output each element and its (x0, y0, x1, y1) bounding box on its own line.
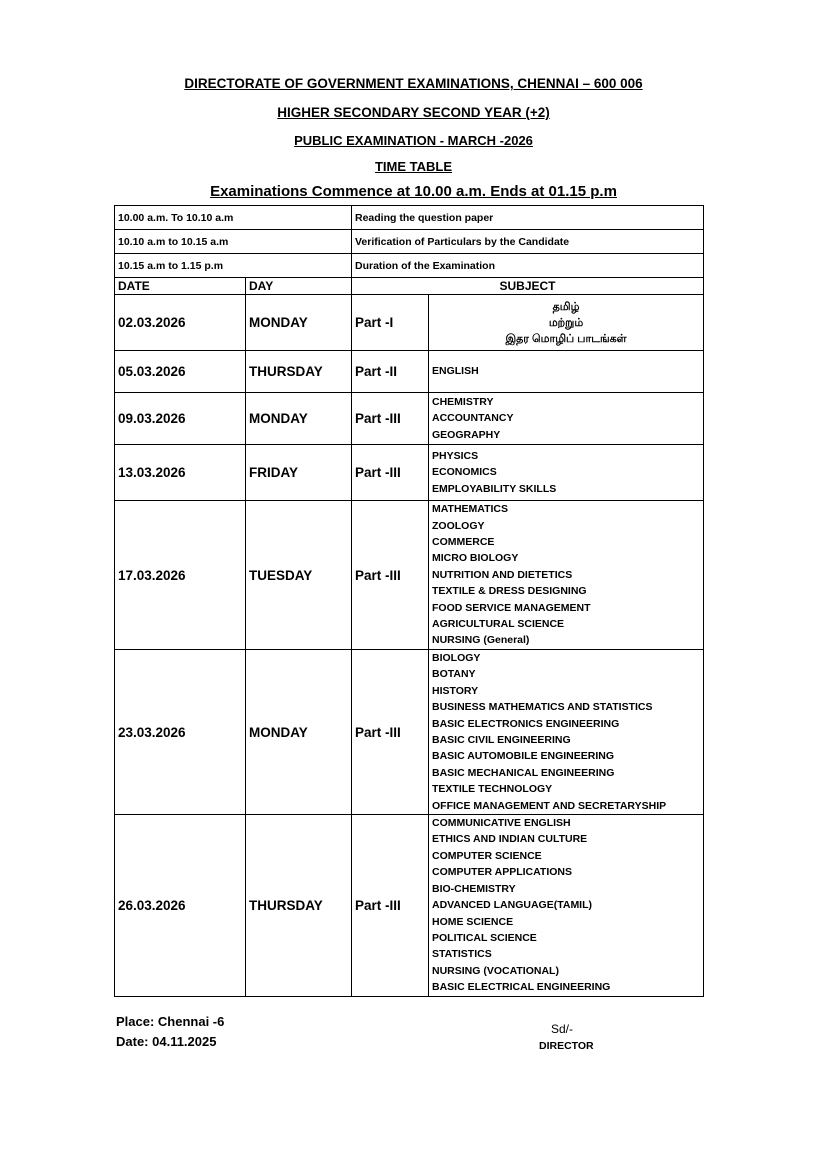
exam-subjects (429, 650, 704, 815)
schedule-row (115, 230, 704, 254)
exam-date: 09.03.2026 (115, 393, 246, 445)
exam-part: Part -III (352, 650, 429, 815)
subject-item: ENGLISH (432, 365, 479, 378)
exam-row (115, 815, 704, 996)
subject-item: ECONOMICS (432, 466, 497, 479)
subject-item: STATISTICS (432, 948, 492, 961)
subject-item: NURSING (VOCATIONAL) (432, 964, 559, 977)
subject-item: OFFICE MANAGEMENT AND SECRETARYSHIP (432, 799, 667, 812)
exam-day: MONDAY (246, 295, 352, 351)
exam-part: Part -III (352, 501, 429, 650)
subject-item: MATHEMATICS (432, 503, 509, 516)
footer-signature: Sd/- (551, 1022, 574, 1036)
exam-day: FRIDAY (246, 445, 352, 501)
subject-item: BIOLOGY (432, 652, 481, 664)
subject-item: AGRICULTURAL SCIENCE (432, 618, 565, 631)
schedule-time: 10.00 a.m. To 10.10 a.m (115, 206, 352, 230)
exam-subjects (429, 295, 704, 351)
exam-day: MONDAY (246, 393, 352, 445)
exam-row (115, 650, 704, 815)
exam-part: Part -II (352, 351, 429, 393)
subject-item: COMPUTER SCIENCE (432, 849, 542, 862)
exam-part: Part -III (352, 815, 429, 996)
subject-item: HISTORY (432, 684, 479, 697)
schedule-row (115, 206, 704, 230)
subject-item: TEXTILE & DRESS DESIGNING (432, 585, 587, 598)
schedule-time: 10.10 a.m to 10.15 a.m (115, 230, 352, 254)
subject-item: ACCOUNTANCY (432, 412, 514, 425)
footer-place: Place: Chennai -6 (116, 1014, 225, 1029)
subject-item: BASIC AUTOMOBILE ENGINEERING (432, 750, 615, 763)
schedule-activity: Duration of the Examination (352, 254, 704, 278)
exam-row (115, 351, 704, 393)
header-exam: PUBLIC EXAMINATION - MARCH -2026 (294, 133, 533, 148)
exam-part: Part -I (352, 295, 429, 351)
header-class: HIGHER SECONDARY SECOND YEAR (+2) (277, 105, 550, 120)
exam-part: Part -III (352, 393, 429, 445)
schedule-time: 10.15 a.m to 1.15 p.m (115, 254, 352, 278)
exam-date: 23.03.2026 (115, 650, 246, 815)
subject-item: HOME SCIENCE (432, 915, 514, 928)
column-header-date: DATE (115, 278, 246, 295)
subject-item: BASIC ELECTRICAL ENGINEERING (432, 981, 611, 994)
subject-item: ZOOLOGY (432, 519, 485, 532)
header-timetable: TIME TABLE (374, 159, 453, 174)
header-directorate: DIRECTORATE OF GOVERNMENT EXAMINATIONS, CHENNAI – 600 006 (184, 76, 643, 91)
subject-item: BASIC CIVIL ENGINEERING (432, 734, 571, 747)
footer-director: DIRECTOR (539, 1040, 594, 1052)
exam-subjects (429, 501, 704, 650)
exam-row (115, 393, 704, 445)
subject-item: இதர மொழிப் பாடங்கள் (505, 332, 627, 345)
exam-date: 05.03.2026 (115, 351, 246, 393)
subject-item: COMMUNICATIVE ENGLISH (432, 817, 571, 830)
subject-item: NURSING (General) (432, 634, 530, 647)
subject-item: BASIC ELECTRONICS ENGINEERING (432, 717, 620, 730)
subject-item: TEXTILE TECHNOLOGY (432, 783, 553, 796)
subject-item: ETHICS AND INDIAN CULTURE (432, 833, 588, 846)
schedule-activity: Reading the question paper (352, 206, 704, 230)
subject-item: COMPUTER APPLICATIONS (432, 866, 573, 879)
subject-item: BASIC MECHANICAL ENGINEERING (432, 766, 615, 779)
subject-item: BIO-CHEMISTRY (432, 882, 516, 895)
subject-item: தமிழ் (552, 300, 580, 313)
footer-date: Date: 04.11.2025 (116, 1034, 217, 1049)
exam-day: THURSDAY (246, 815, 352, 996)
exam-day: TUESDAY (246, 501, 352, 650)
exam-row (115, 445, 704, 501)
subject-item: மற்றும் (548, 316, 584, 329)
exam-subjects (429, 815, 704, 996)
schedule-row (115, 254, 704, 278)
schedule-activity: Verification of Particulars by the Candidate (352, 230, 704, 254)
subject-item: EMPLOYABILITY SKILLS (432, 482, 557, 495)
exam-date: 26.03.2026 (115, 815, 246, 996)
header-timing: Examinations Commence at 10.00 a.m. Ends at 01.15 p.m (210, 183, 617, 200)
subject-item: FOOD SERVICE MANAGEMENT (432, 601, 591, 614)
subject-item: POLITICAL SCIENCE (432, 931, 537, 944)
column-header-day: DAY (246, 278, 352, 295)
timetable (114, 205, 704, 997)
exam-date: 17.03.2026 (115, 501, 246, 650)
subject-item: PHYSICS (432, 449, 479, 462)
subject-item: MICRO BIOLOGY (432, 552, 519, 565)
subject-item: NUTRITION AND DIETETICS (432, 568, 573, 581)
subject-item: COMMERCE (432, 535, 495, 548)
exam-part: Part -III (352, 445, 429, 501)
exam-row (115, 501, 704, 650)
column-header-row (115, 278, 704, 295)
column-header-subject: SUBJECT (352, 278, 704, 295)
subject-item: BOTANY (432, 668, 476, 681)
exam-day: THURSDAY (246, 351, 352, 393)
exam-day: MONDAY (246, 650, 352, 815)
exam-date: 02.03.2026 (115, 295, 246, 351)
exam-subjects (429, 393, 704, 445)
subject-item: CHEMISTRY (432, 395, 494, 408)
exam-row (115, 295, 704, 351)
exam-subjects (429, 445, 704, 501)
subject-item: BUSINESS MATHEMATICS AND STATISTICS (432, 701, 653, 714)
exam-date: 13.03.2026 (115, 445, 246, 501)
subject-item: ADVANCED LANGUAGE(TAMIL) (432, 899, 593, 912)
subject-item: GEOGRAPHY (432, 428, 501, 441)
exam-subjects (429, 351, 704, 393)
